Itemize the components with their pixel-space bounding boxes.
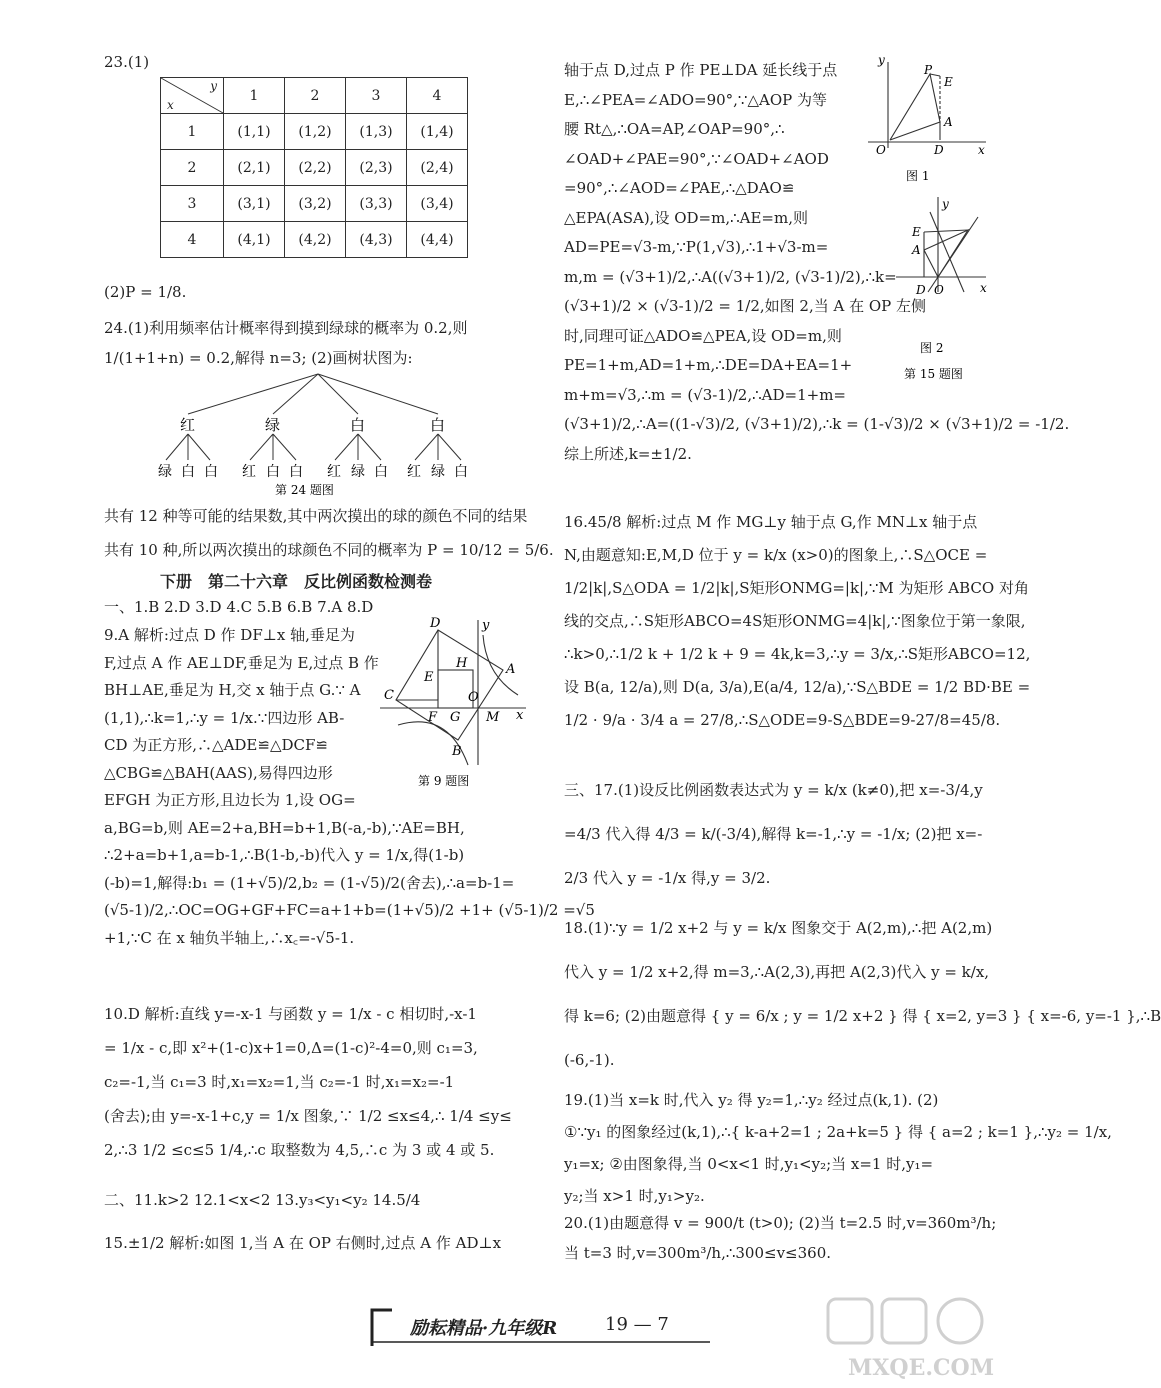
q10-line: = 1/x - c,即 x²+(1-c)x+1=0,Δ=(1-c)²-4=0,则 c₁=3, [104, 1039, 478, 1057]
q19-line: 19.(1)当 x=k 时,代入 y₂ 得 y₂=1,∴y₂ 经过点(k,1). (2) [564, 1091, 939, 1109]
q10-line: c₂=-1,当 c₁=3 时,x₁=x₂=1,当 c₂=-1 时,x₁=x₂=-1 [104, 1073, 455, 1091]
table-cell: (3,1) [224, 186, 285, 222]
q9-line: ∴2+a=b+1,a=b-1,∴B(1-b,-b)代入 y = 1/x,得(1-b) [104, 846, 465, 864]
table-cell: (3,2) [285, 186, 346, 222]
tree-node: 绿 [265, 416, 281, 434]
q19-line: ①∵y₁ 的图象经过(k,1),∴{ k-a+2=1 ; 2a+k=5 } 得 { a=2 ; k=1 },∴y₂ = 1/x, [564, 1123, 1112, 1141]
tree-leaf: 红 [407, 464, 421, 480]
q9-line: (√5-1)/2,∴OC=OG+GF+FC=a+1+b=(1+√5)/2 +1+ (√5-1)/2 =√5 [104, 901, 595, 919]
q20-line: 当 t=3 时,v=300m³/h,∴300≤v≤360. [564, 1244, 832, 1262]
tree-leaf: 红 [327, 464, 341, 480]
table-cell: (2,2) [285, 150, 346, 186]
table-row [161, 114, 468, 150]
table-cell: (4,4) [407, 222, 468, 258]
fig2-caption: 图 2 [920, 341, 944, 355]
fig1-label: P [924, 63, 933, 77]
watermark-text: MXQE.COM [848, 1355, 995, 1381]
q9-line: CD 为正方形,∴△ADE≌△DCF≌ [104, 736, 328, 754]
q15-line: AD=PE=√3-m,∵P(1,√3),∴1+√3-m= [564, 238, 829, 256]
q16-line: 16.45/8 解析:过点 M 作 MG⊥y 轴于点 G,作 MN⊥x 轴于点 [564, 513, 978, 531]
tree-leaf: 白 [266, 464, 280, 480]
q16-line: ∴k>0,∴1/2 k + 1/2 k + 9 = 4k,k=3,∴y = 3/x,∴S矩形ABCO=12, [564, 645, 1031, 663]
fig9-label: G [450, 710, 461, 725]
q23-part2: (2)P = 1/8. [104, 283, 187, 301]
table-row [161, 186, 468, 222]
q9-line: (1,1),∴k=1,∴y = 1/x.∵四边形 AB- [104, 708, 345, 727]
q9-line: △CBG≌△BAH(AAS),易得四边形 [104, 763, 333, 782]
fig2-label: y [942, 197, 949, 211]
fig9-label: M [486, 710, 500, 725]
watermark-logo [820, 1293, 995, 1383]
q15-line: ∠OAD+∠PAE=90°,∵∠OAD+∠AOD [564, 149, 829, 168]
fig1-label: O [876, 143, 886, 157]
tree-diagram [160, 372, 480, 497]
q9-line: F,过点 A 作 AE⊥DF,垂足为 E,过点 B 作 [104, 653, 379, 672]
q15-line: 轴于点 D,过点 P 作 PE⊥DA 延长线于点 [564, 61, 838, 79]
q9-line: EFGH 为正方形,且边长为 1,设 OG= [104, 791, 356, 809]
fig1-label: D [934, 143, 944, 157]
table-cell: (4,3) [346, 222, 407, 258]
tree-leaf: 白 [204, 464, 218, 480]
q24-line3: 共有 12 种等可能的结果数,其中两次摸出的球的颜色不同的结果 [104, 507, 528, 525]
col-header: 3 [346, 78, 407, 114]
fig2-label: x [980, 281, 987, 295]
table-header-row [161, 78, 468, 114]
table-cell: (1,2) [285, 114, 346, 150]
q10-line: (舍去);由 y=-x-1+c,y = 1/x 图象,∵ 1/2 ≤x≤4,∴ 1/4 ≤y≤ [104, 1107, 512, 1125]
fig9-label: D [430, 616, 441, 631]
fig9-label: x [516, 708, 524, 723]
q18-block [564, 906, 1161, 1082]
row-header: 4 [161, 222, 224, 258]
footer-brand: 励耘精品·九年级R [410, 1318, 558, 1339]
q9-line: a,BG=b,则 AE=2+a,BH=b+1,B(-a,-b),∵AE=BH, [104, 818, 465, 837]
q19-line: y₂;当 x>1 时,y₁>y₂. [564, 1187, 705, 1205]
fig1-label: y [878, 53, 885, 67]
q16-line: N,由题意知:E,M,D 位于 y = k/x (x>0)的图象上,∴S△OCE = [564, 546, 988, 564]
fig9-caption: 第 9 题图 [418, 774, 470, 788]
corner-y-label: y [210, 79, 217, 93]
table-cell: (4,1) [224, 222, 285, 258]
row-header: 3 [161, 186, 224, 222]
q9-line: 9.A 解析:过点 D 作 DF⊥x 轴,垂足为 [104, 626, 355, 644]
q15-line: =90°,∴∠AOD=∠PAE,∴△DAO≌ [564, 179, 795, 197]
table-cell: (2,1) [224, 150, 285, 186]
q17-line: 三、17.(1)设反比例函数表达式为 y = k/x (k≠0),把 x=-3/4,y [564, 781, 983, 799]
q19-block [564, 1084, 1112, 1212]
tree-leaf: 绿 [431, 464, 445, 480]
q24-line1: 24.(1)利用频率估计概率得到摸到绿球的概率为 0.2,则 [104, 319, 468, 337]
q15-line: 腰 Rt△,∴OA=AP,∠OAP=90°,∴ [564, 120, 785, 138]
q18-line: 18.(1)∵y = 1/2 x+2 与 y = k/x 图象交于 A(2,m),∴把 A(2,m) [564, 919, 993, 937]
q17-block [564, 768, 983, 900]
fig2-label: E [912, 225, 921, 239]
fig9-label: A [506, 662, 516, 677]
tree-leaf: 白 [181, 464, 195, 480]
mc-answers: 一、1.B 2.D 3.D 4.C 5.B 6.B 7.A 8.D [104, 598, 374, 616]
fig9-label: H [456, 656, 468, 671]
fig1-label: A [944, 115, 953, 129]
q10-line: 2,∴3 1/2 ≤c≤5 1/4,∴c 取整数为 4,5,∴c 为 3 或 4 或 5. [104, 1141, 495, 1159]
table-cell: (1,1) [224, 114, 285, 150]
q20-line: 20.(1)由题意得 v = 900/t (t>0); (2)当 t=2.5 时,v=360m³/h; [564, 1214, 997, 1232]
q15-line: △EPA(ASA),设 OD=m,∴AE=m,则 [564, 208, 808, 227]
table-cell: (4,2) [285, 222, 346, 258]
q18-line: 代入 y = 1/2 x+2,得 m=3,∴A(2,3),再把 A(2,3)代入 y = k/x, [564, 963, 990, 981]
q16-block [564, 506, 1030, 737]
table-cell: (2,3) [346, 150, 407, 186]
q17-line: 2/3 代入 y = -1/x 得,y = 3/2. [564, 869, 771, 887]
fig9-label: B [452, 744, 462, 759]
table-cell: (1,3) [346, 114, 407, 150]
table-row [161, 150, 468, 186]
fig1-label: E [944, 75, 953, 89]
fig9-label: F [428, 710, 438, 725]
q15-line: 综上所述,k=±1/2. [564, 444, 692, 463]
q18-line: 得 k=6; (2)由题意得 { y = 6/x ; y = 1/2 x+2 } 得 { x=2, y=3 } { x=-6, y=-1 },∴B [564, 1007, 1161, 1025]
q9-line: BH⊥AE,垂足为 H,交 x 轴于点 G.∵ A [104, 681, 361, 699]
q10-line: 10.D 解析:直线 y=-x-1 与函数 y = 1/x - c 相切时,-x-1 [104, 1005, 477, 1023]
row-header: 2 [161, 150, 224, 186]
q15-line: m+m=√3,∴m = (√3-1)/2,∴AD=1+m= [564, 385, 846, 404]
q24-line4: 共有 10 种,所以两次摸出的球颜色不同的概率为 P = 10/12 = 5/6. [104, 541, 554, 559]
q15-line: PE=1+m,AD=1+m,∴DE=DA+EA=1+ [564, 356, 853, 374]
q15-line: E,∴∠PEA=∠ADO=90°,∵△AOP 为等 [564, 90, 827, 109]
q19-line: y₁=x; ②由图象得,当 0<x<1 时,y₁<y₂;当 x=1 时,y₁= [564, 1155, 934, 1173]
q15-line: (√3+1)/2 × (√3-1)/2 = 1/2,如图 2,当 A 在 OP 左侧 [564, 297, 927, 315]
tree-node: 白 [430, 416, 446, 434]
col-header: 1 [224, 78, 285, 114]
tree-leaf: 白 [374, 464, 388, 480]
fig9-label: O [468, 690, 479, 705]
tree-leaf: 绿 [351, 464, 365, 480]
tree-node: 白 [350, 416, 366, 434]
q24-line2: 1/(1+1+n) = 0.2,解得 n=3; (2)画树状图为: [104, 349, 413, 367]
col-header: 2 [285, 78, 346, 114]
q17-line: =4/3 代入得 4/3 = k/(-3/4),解得 k=-1,∴y = -1/x; (2)把 x=- [564, 825, 983, 843]
table-cell: (2,4) [407, 150, 468, 186]
watermark-icon [820, 1293, 995, 1383]
tree-leaf: 白 [454, 464, 468, 480]
corner-x-label: x [167, 98, 174, 112]
fig9-label: E [424, 670, 434, 685]
q16-line: 线的交点,∴S矩形ABCO=4S矩形ONMG=4|k|,∵图象位于第一象限, [564, 612, 1026, 630]
outcome-table [160, 77, 468, 258]
tree-node: 红 [180, 416, 196, 434]
fig1-caption: 图 1 [906, 169, 930, 183]
section-title: 下册 第二十六章 反比例函数检测卷 [160, 572, 433, 591]
q15-line: m,m = (√3+1)/2,∴A((√3+1)/2, (√3-1)/2),∴k= [564, 267, 897, 286]
q18-line: (-6,-1). [564, 1051, 615, 1069]
table-row [161, 222, 468, 258]
q16-line: 设 B(a, 12/a),则 D(a, 3/a),E(a/4, 12/a),∵S△BDE = 1/2 BD·BE = [564, 678, 1031, 696]
table-cell: (3,4) [407, 186, 468, 222]
fig2-label: D [916, 283, 926, 297]
q15-first-line: 15.±1/2 解析:如图 1,当 A 在 OP 右侧时,过点 A 作 AD⊥x [104, 1234, 502, 1252]
page-footer [370, 1308, 720, 1348]
q10-block [104, 997, 512, 1167]
q16-line: 1/2 · 9/a · 3/4 a = 27/8,∴S△ODE=9-S△BDE=9-27/8=45/8. [564, 711, 1001, 729]
q9-figure [378, 615, 528, 790]
q23-label: 23.(1) [104, 53, 150, 71]
q9-line: (-b)=1,解得:b₁ = (1+√5)/2,b₂ = (1-√5)/2(舍去),∴a=b-1= [104, 873, 515, 892]
q15-figure-caption: 第 15 题图 [904, 367, 963, 381]
fig9-label: C [384, 688, 394, 703]
fill-blank-answers: 二、11.k>2 12.1<x<2 13.y₃<y₁<y₂ 14.5/4 [104, 1191, 421, 1209]
fig2-label: A [912, 243, 921, 257]
tree-leaf: 绿 [158, 464, 172, 480]
tree-caption: 第 24 题图 [275, 483, 334, 497]
q15-figures [868, 52, 996, 382]
q9-line: +1,∵C 在 x 轴负半轴上,∴x꜀=-√5-1. [104, 928, 355, 947]
col-header: 4 [407, 78, 468, 114]
q20-block [564, 1208, 996, 1268]
tree-leaf: 红 [242, 464, 256, 480]
page-number: 19 — 7 [605, 1314, 669, 1335]
fig2-label: O [934, 283, 944, 297]
table-cell: (1,4) [407, 114, 468, 150]
tree-leaf: 白 [289, 464, 303, 480]
q15-line: 时,同理可证△ADO≌△PEA,设 OD=m,则 [564, 326, 842, 345]
q16-line: 1/2|k|,S△ODA = 1/2|k|,S矩形ONMG=|k|,∵M 为矩形 ABCO 对角 [564, 579, 1029, 597]
fig9-label: y [482, 618, 490, 633]
row-header: 1 [161, 114, 224, 150]
fig1-label: x [978, 143, 985, 157]
corner-cell [161, 78, 224, 114]
q15-line: (√3+1)/2,∴A=((1-√3)/2, (√3+1)/2),∴k = (1-√3)/2 × (√3+1)/2 = -1/2. [564, 415, 1070, 433]
table-cell: (3,3) [346, 186, 407, 222]
